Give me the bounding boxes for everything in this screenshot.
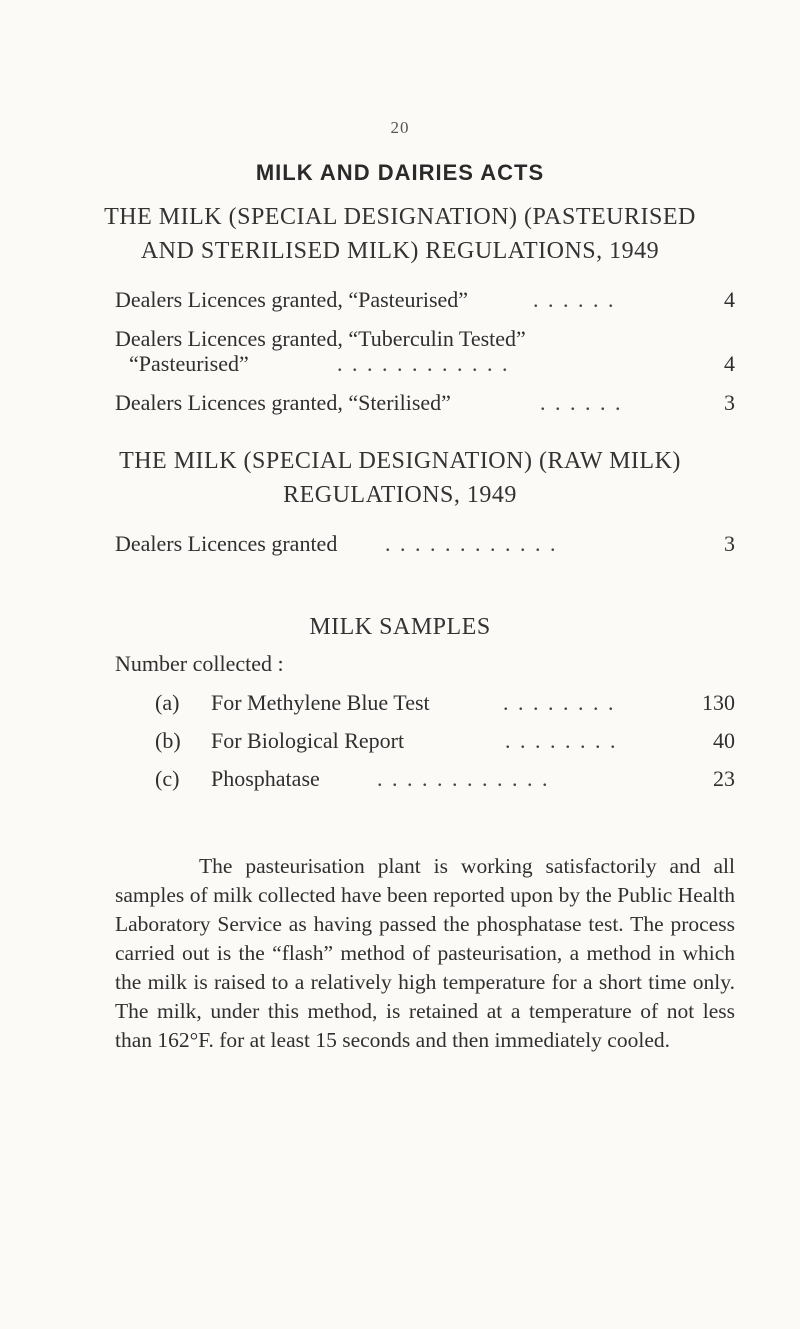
leader-dots: . . . . . . <box>540 390 623 415</box>
samples-intro: Number collected : <box>115 651 284 676</box>
page-number: 20 <box>390 118 410 137</box>
sample-item-c <box>115 762 735 796</box>
row-value: 3 <box>724 390 735 415</box>
section1-row-tuberculin-pasteurised <box>115 347 735 381</box>
item-label: Phosphatase <box>211 766 320 791</box>
item-value: 130 <box>702 690 735 715</box>
item-label: For Methylene Blue Test <box>211 690 430 715</box>
section1-title-line2: AND STERILISED MILK) REGULATIONS, 1949 <box>140 238 660 264</box>
sample-item-b <box>115 724 735 758</box>
item-label: For Biological Report <box>211 728 405 753</box>
section1-title-line1: THE MILK (SPECIAL DESIGNATION) (PASTEURISED <box>104 204 696 230</box>
section1-row-sterilised <box>115 386 735 420</box>
leader-dots: . . . . . . . . <box>503 690 616 715</box>
item-letter: (a) <box>155 690 180 715</box>
body-paragraph: The pasteurisation plant is working satisfactorily and all samples of milk collected have been reported upon by the Public Health Laboratory Service as having passed the phosphatase test. The process carried out is the “flash” method of pasteurisation, a method in which the milk is raised to a relatively high temperature for a short time only. The milk, under this method, is retained at a temperature of not less than 162°F. for at least 15 seconds and then immediately cooled. <box>115 854 735 1052</box>
sample-item-a <box>115 686 735 720</box>
row-value: 3 <box>724 531 735 556</box>
section2-title-line2: REGULATIONS, 1949 <box>283 482 517 508</box>
row-label: Dealers Licences granted <box>115 531 338 556</box>
row-label: Dealers Licences granted, “Pasteurised” <box>115 287 469 312</box>
leader-dots: . . . . . . . . . . . . <box>385 531 558 556</box>
row-label: Dealers Licences granted, “Sterilised” <box>115 390 451 415</box>
row-label: “Pasteurised” <box>129 351 249 376</box>
item-value: 40 <box>713 728 735 753</box>
section2-title-line1: THE MILK (SPECIAL DESIGNATION) (RAW MILK) <box>119 448 681 474</box>
leader-dots: . . . . . . . . . . . . <box>337 351 510 376</box>
item-letter: (b) <box>155 728 181 753</box>
row-value: 4 <box>724 287 735 312</box>
leader-dots: . . . . . . . . <box>505 728 618 753</box>
leader-dots: . . . . . . <box>533 287 616 312</box>
row-value: 4 <box>724 351 735 376</box>
main-title: MILK AND DAIRIES ACTS <box>255 160 545 185</box>
section3-title: MILK SAMPLES <box>309 614 491 640</box>
section2-row-dealers <box>115 527 735 561</box>
item-letter: (c) <box>155 766 180 791</box>
row-label: Dealers Licences granted, “Tuberculin Tested” <box>115 326 526 351</box>
item-value: 23 <box>713 766 735 791</box>
leader-dots: . . . . . . . . . . . . <box>377 766 550 791</box>
section1-row-pasteurised <box>115 283 735 317</box>
